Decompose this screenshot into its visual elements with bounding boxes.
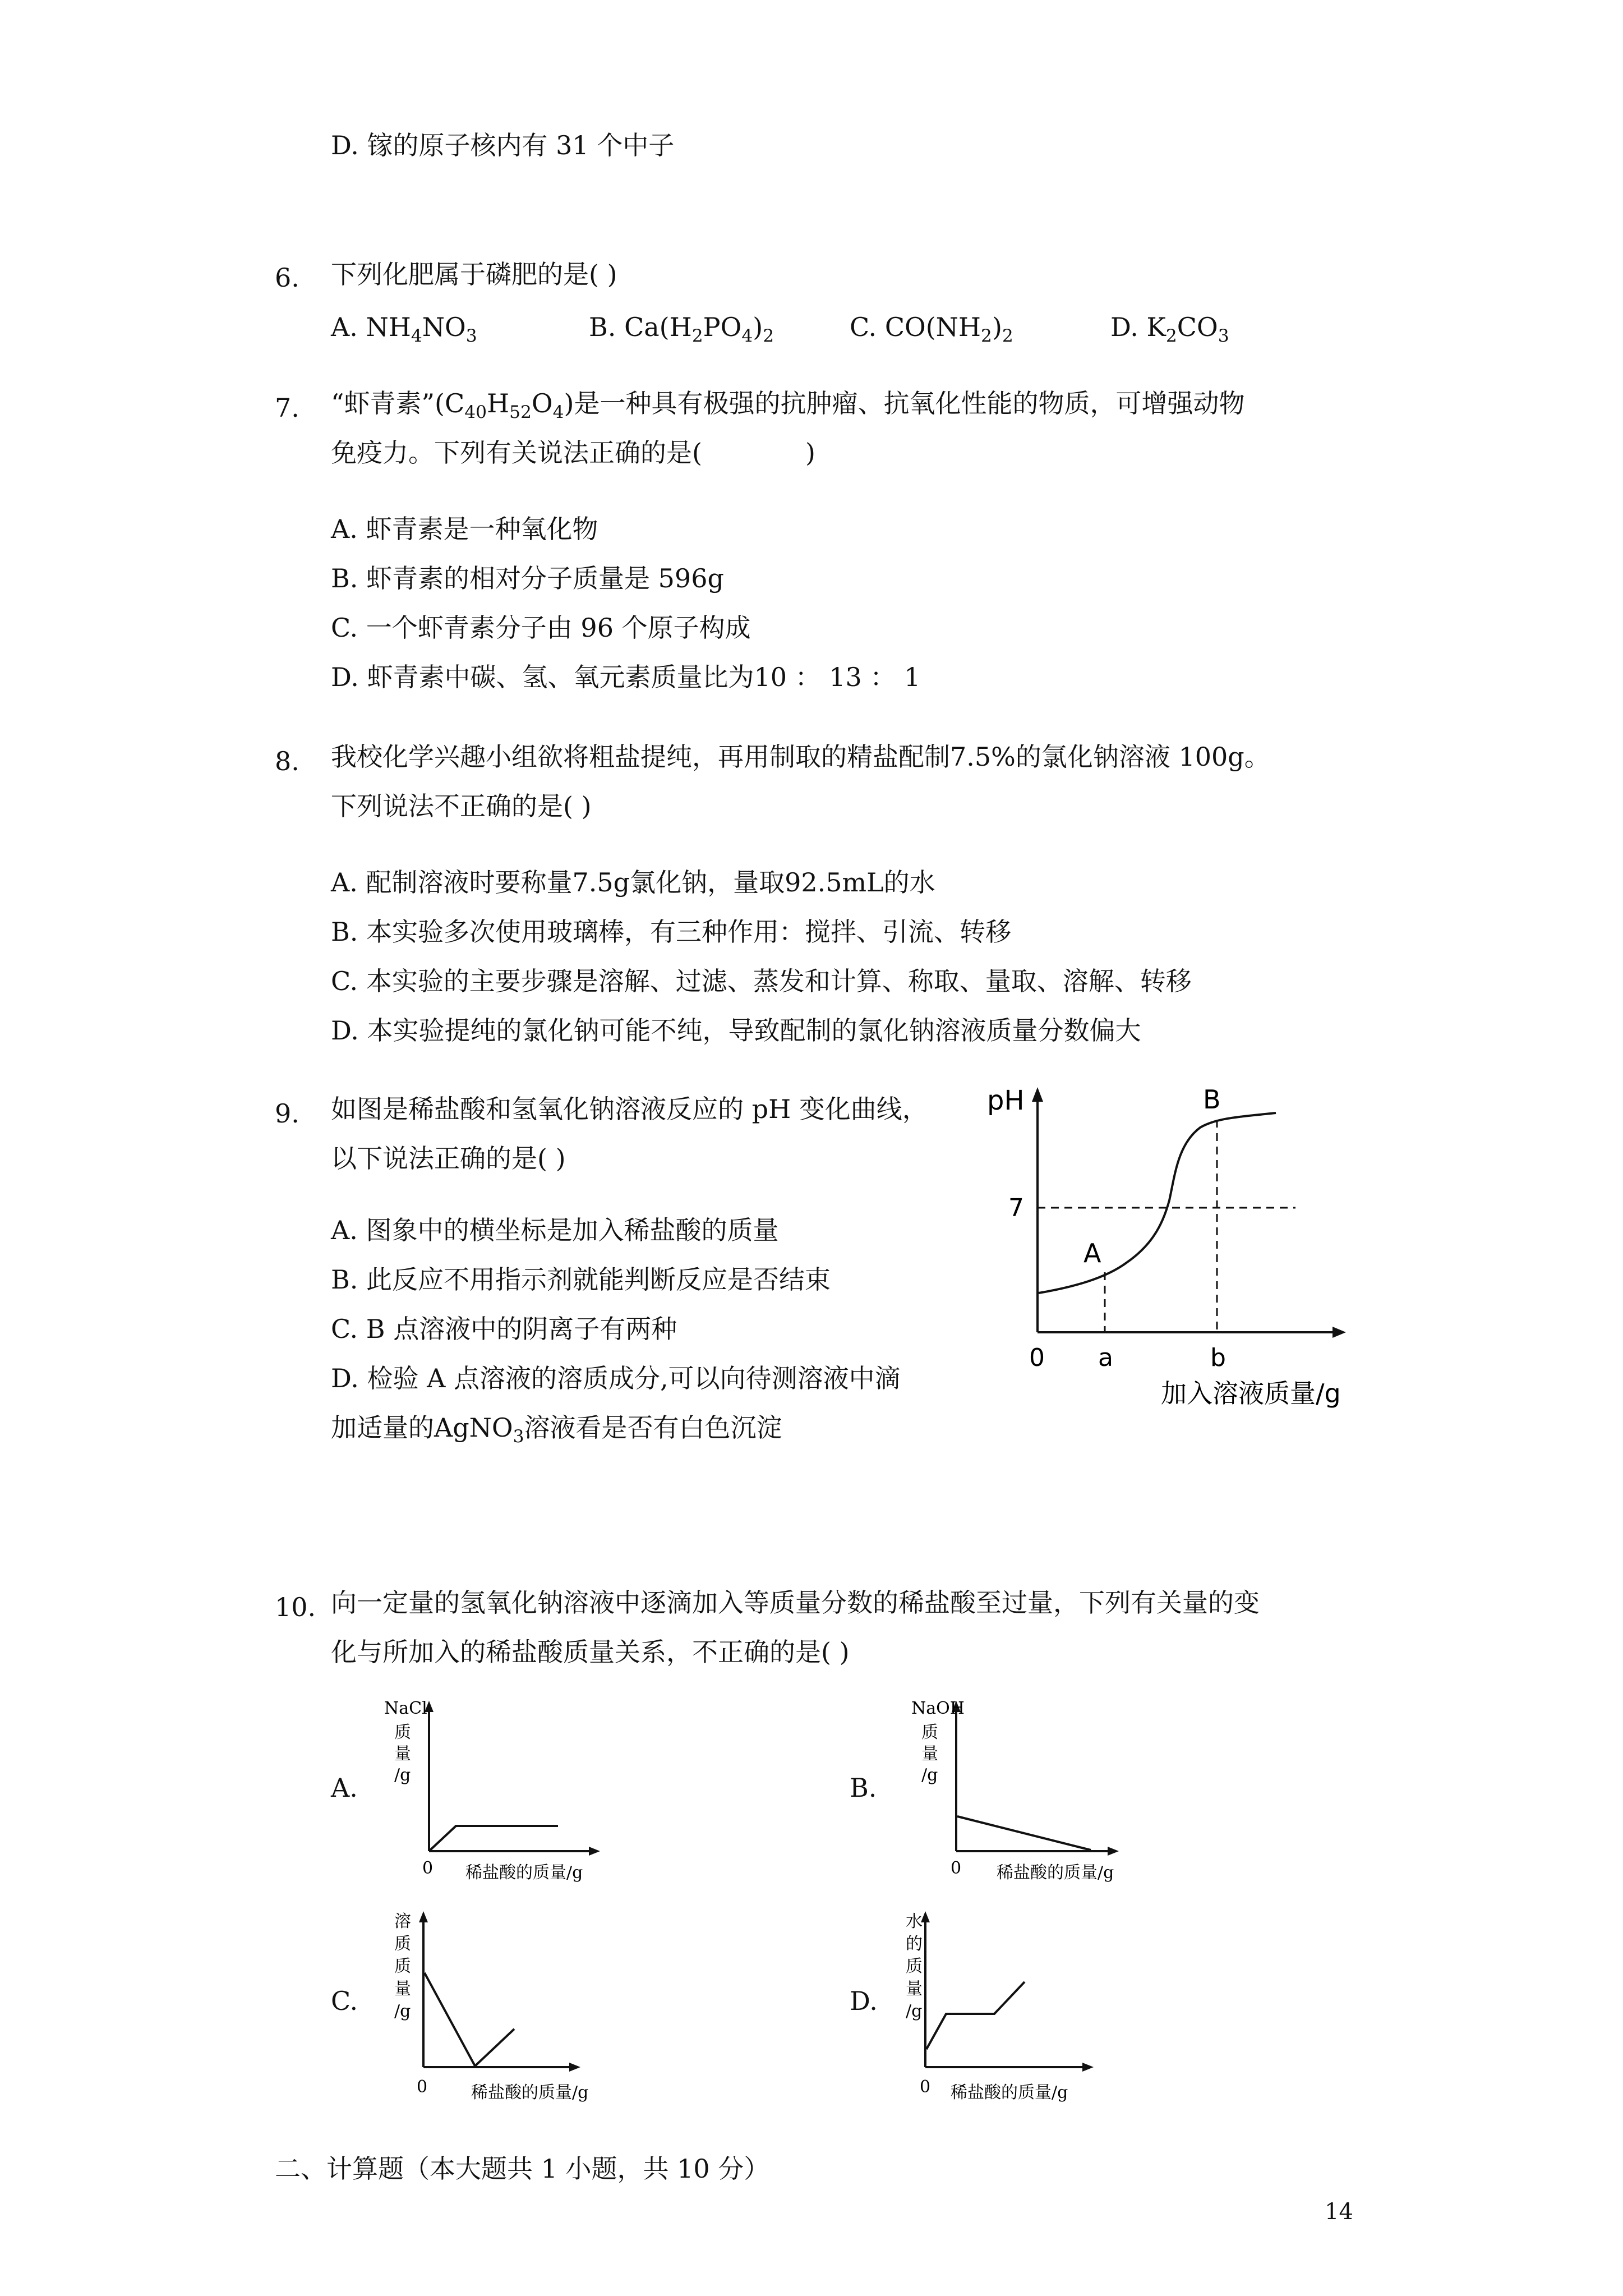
svg-text:0: 0 [920, 2077, 931, 2097]
q10-label-d: D. [850, 1986, 878, 2016]
page-number: 14 [1325, 2199, 1353, 2225]
q8-option-d: D. 本实验提纯的氯化钠可能不纯，导致配制的氯化钠溶液质量分数偏大 [331, 1015, 1141, 1046]
q9-number: 9. [275, 1098, 299, 1129]
svg-text:溶: 溶 [394, 1912, 411, 1931]
ph-graph-origin-label: 0 [1029, 1343, 1045, 1372]
q10-stem-line2: 化与所加入的稀盐酸质量关系，不正确的是( ) [331, 1637, 850, 1667]
svg-text:量: 量 [394, 1979, 411, 1999]
svg-text:质: 质 [921, 1723, 938, 1742]
q10-label-b: B. [850, 1773, 877, 1803]
q7-option-b: B. 虾青素的相对分子质量是 596g [331, 563, 724, 593]
q9-option-c: C. B 点溶液中的阴离子有两种 [331, 1314, 677, 1344]
svg-text:质: 质 [906, 1957, 923, 1976]
q10-graph-d-line [926, 1982, 1025, 2049]
q8-stem-line1: 我校化学兴趣小组欲将粗盐提纯，再用制取的精盐配制7.5%的氯化钠溶液 100g。 [331, 742, 1270, 772]
svg-text:/g: /g [906, 2001, 923, 2021]
q9-option-a: A. 图象中的横坐标是加入稀盐酸的质量 [331, 1215, 779, 1245]
q10-graph-b-line [957, 1816, 1091, 1850]
q10-graph-d [895, 1899, 1147, 2112]
q7-stem-line2: 免疫力。下列有关说法正确的是( ) [331, 438, 815, 468]
q6-stem: 下列化肥属于磷肥的是( ) [331, 259, 617, 289]
svg-text:稀盐酸的质量/g: 稀盐酸的质量/g [465, 1863, 583, 1883]
q6-option-b: B. $Ca(H_2PO_4)_2$ [589, 312, 774, 346]
q10-graph-a-line [430, 1826, 558, 1850]
q10-label-c: C. [331, 1986, 358, 2016]
svg-text:稀盐酸的质量/g: 稀盐酸的质量/g [997, 1863, 1114, 1883]
svg-text:0: 0 [951, 1858, 962, 1878]
svg-text:/g: /g [394, 1765, 411, 1785]
q7-option-c: C. 一个虾青素分子由 96 个原子构成 [331, 613, 751, 643]
svg-text:/g: /g [394, 2001, 411, 2021]
section-2-heading: 二、计算题（本大题共 1 小题，共 10 分） [275, 2154, 770, 2184]
svg-text:质: 质 [394, 1934, 411, 1954]
svg-text:量: 量 [394, 1744, 411, 1764]
q8-option-c: C. 本实验的主要步骤是溶解、过滤、蒸发和计算、称取、量取、溶解、转移 [331, 966, 1192, 996]
svg-text:量: 量 [906, 1979, 923, 1999]
svg-text:量: 量 [921, 1744, 938, 1764]
ph-graph-y-arrow [1032, 1087, 1043, 1102]
ph-curve-graph [976, 1077, 1368, 1425]
q6-option-a: A. $NH_4NO_3$ [331, 312, 477, 346]
svg-text:质: 质 [394, 1957, 411, 1976]
q5-option-d: D. 镓的原子核内有 31 个中子 [331, 130, 675, 160]
ph-graph-y-label: pH [987, 1085, 1025, 1116]
svg-text:稀盐酸的质量/g: 稀盐酸的质量/g [471, 2083, 589, 2102]
ph-graph-x-arrow [1332, 1327, 1346, 1338]
q7-stem-line1: “虾青素$”(C_{40}H_{52}O_4)$是一种具有极强的抗肿瘤、抗氧化性能的物质，可增强动物 [331, 388, 1245, 422]
q6-option-d: D. $K_2CO_3$ [1110, 312, 1229, 346]
q10-graph-c [373, 1899, 625, 2112]
q10-stem-line1: 向一定量的氢氧化钠溶液中逐滴加入等质量分数的稀盐酸至过量，下列有关量的变 [331, 1588, 1260, 1618]
ph-graph-xa-label: a [1098, 1343, 1113, 1372]
ph-graph-point-a-label: A [1083, 1238, 1101, 1268]
q10-graph-b [895, 1688, 1147, 1896]
q7-option-a: A. 虾青素是一种氧化物 [331, 514, 598, 544]
q8-stem-line2: 下列说法不正确的是( ) [331, 791, 592, 821]
q9-stem-line1: 如图是稀盐酸和氢氧化钠溶液反应的 pH 变化曲线， [331, 1094, 928, 1124]
q9-option-b: B. 此反应不用指示剂就能判断反应是否结束 [331, 1264, 831, 1295]
svg-text:NaCl: NaCl [384, 1699, 427, 1718]
q9-option-d-line2: 加适量的AgNO$_3$溶液看是否有白色沉淀 [331, 1412, 782, 1447]
svg-text:质: 质 [394, 1723, 411, 1742]
q10-graph-a [373, 1688, 625, 1896]
q8-option-b: B. 本实验多次使用玻璃棒，有三种作用：搅拌、引流、转移 [331, 917, 1012, 947]
ph-graph-x-label: 加入溶液质量/g [1161, 1378, 1341, 1409]
q10-graph-c-line [425, 1973, 514, 2066]
q10-number: 10. [275, 1592, 316, 1622]
q9-stem-line2: 以下说法正确的是( ) [331, 1143, 566, 1174]
svg-text:的: 的 [906, 1934, 923, 1954]
q10-label-a: A. [331, 1773, 358, 1803]
svg-text:0: 0 [422, 1858, 434, 1878]
ph-graph-point-b-label: B [1203, 1084, 1221, 1115]
svg-text:稀盐酸的质量/g: 稀盐酸的质量/g [951, 2083, 1068, 2102]
svg-text:0: 0 [417, 2077, 428, 2097]
ph-curve [1039, 1113, 1276, 1293]
q6-option-c: C. $CO(NH_2)_2$ [850, 312, 1013, 346]
svg-text:/g: /g [921, 1765, 938, 1785]
q8-number: 8. [275, 746, 299, 776]
q7-number: 7. [275, 393, 299, 423]
svg-text:NaOH: NaOH [911, 1699, 965, 1718]
q7-option-d: D. 虾青素中碳、氢、氧元素质量比为10 ： 13 ： 1 [331, 662, 921, 692]
ph-graph-xb-label: b [1210, 1343, 1226, 1372]
ph-graph-y7-label: 7 [1008, 1194, 1024, 1222]
q6-number: 6. [275, 263, 299, 293]
q9-option-d-line1: D. 检验 A 点溶液的溶质成分,可以向待测溶液中滴 [331, 1363, 901, 1393]
q8-option-a: A. 配制溶液时要称量7.5g氯化钠，量取92.5mL的水 [331, 867, 935, 898]
svg-text:水: 水 [906, 1912, 923, 1931]
